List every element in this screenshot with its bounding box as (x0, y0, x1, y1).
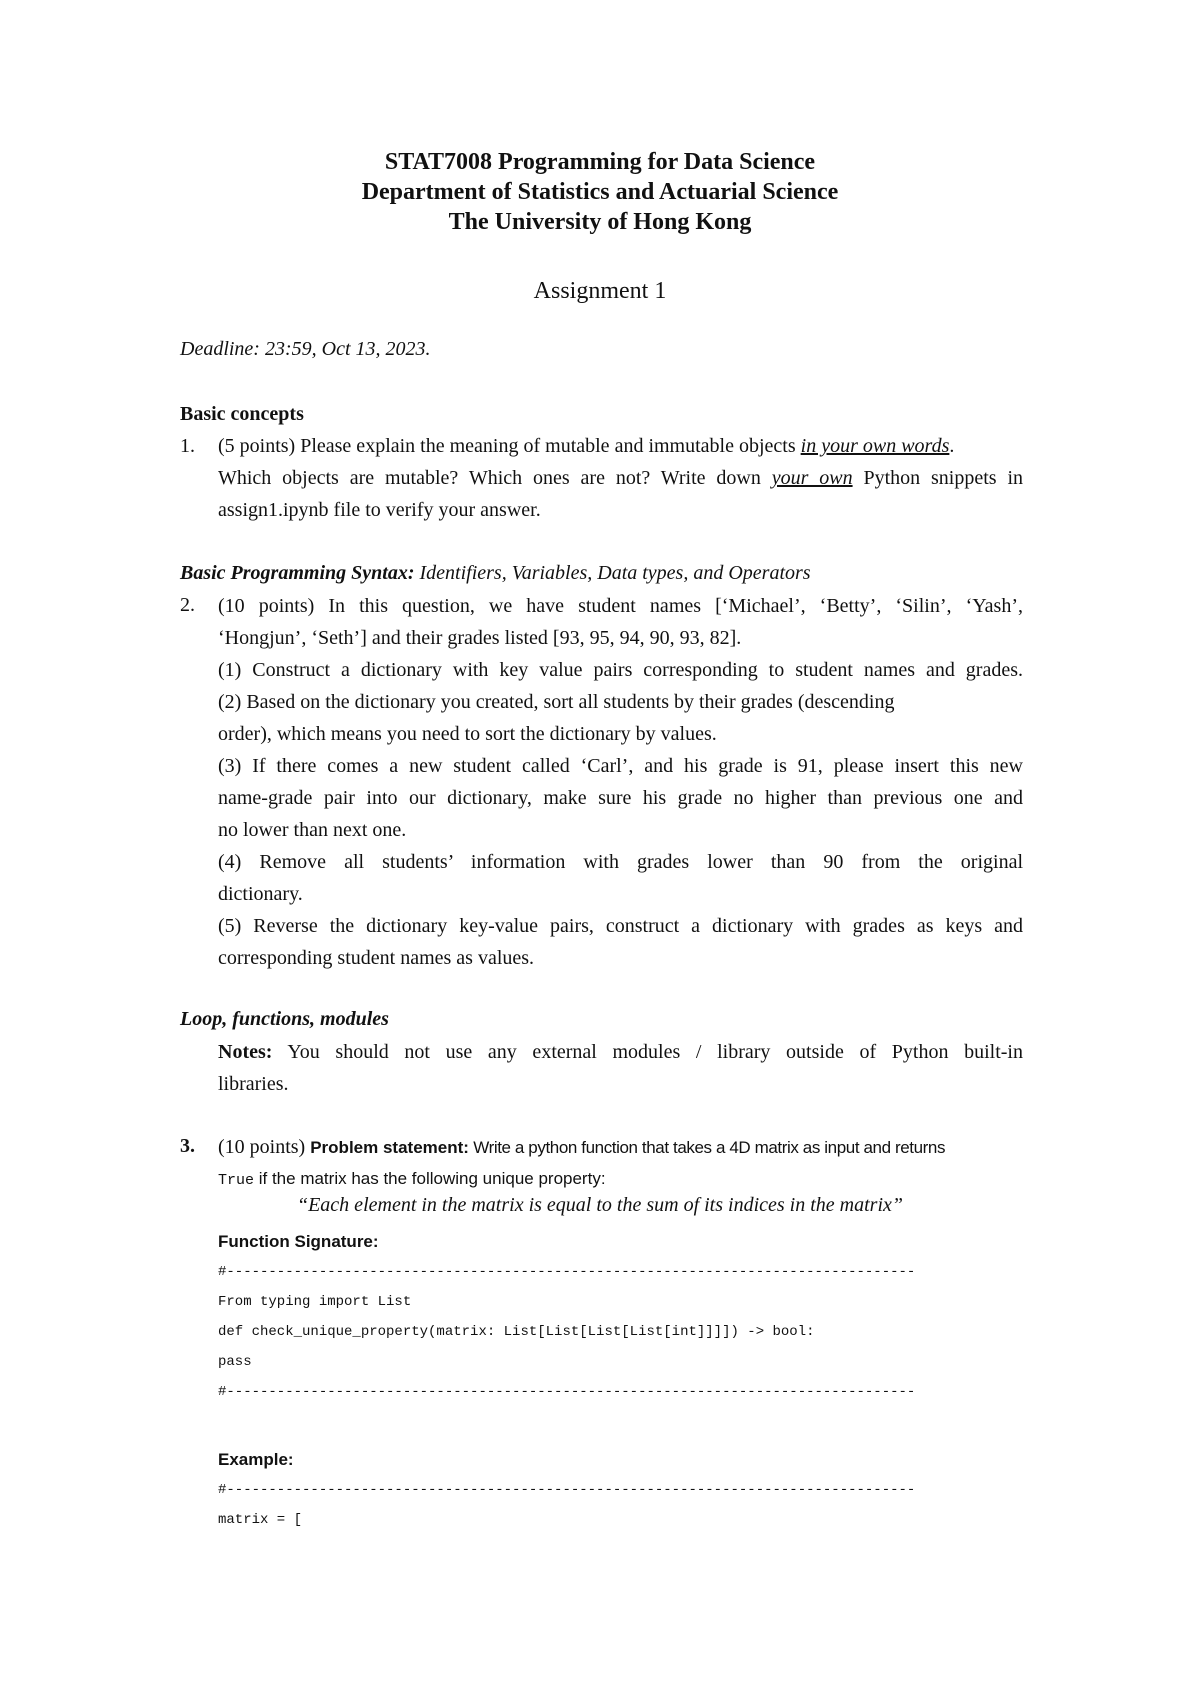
question-2-line: (3) If there comes a new student called ‘Carl’, and his grade is 91, please insert this new (218, 755, 1023, 777)
function-signature-label: Function Signature: (218, 1232, 379, 1251)
inline-code: True (218, 1172, 255, 1189)
deadline: Deadline: 23:59, Oct 13, 2023. (180, 338, 431, 360)
course-title: STAT7008 Programming for Data Science (384, 149, 816, 175)
section-heading-basic-concepts: Basic concepts (180, 403, 304, 425)
problem-statement-text: Write a python function that takes a 4D matrix as input and returns (468, 1138, 946, 1157)
question-number: 1. (180, 435, 195, 457)
question-2-line: (10 points) In this question, we have student names [‘Michael’, ‘Betty’, ‘Silin’, ‘Yash’, (218, 595, 1023, 617)
code-line: def check_unique_property(matrix: List[List[List[List[int]]]]) -> bool: (218, 1324, 815, 1340)
section-heading-bold: Basic Programming Syntax: (180, 562, 415, 584)
question-number: 2. (180, 594, 195, 616)
department-name: Department of Statistics and Actuarial Science (361, 179, 839, 205)
section-heading-basic-syntax (180, 562, 811, 585)
unique-property-quote: “Each element in the matrix is equal to the sum of its indices in the matrix” (296, 1194, 904, 1216)
question-2-line: corresponding student names as values. (218, 947, 535, 969)
notes-line-1 (218, 1036, 1023, 1068)
code-line: pass (218, 1354, 252, 1370)
code-divider: #---------------------------------------------------------------------------------- (218, 1384, 916, 1400)
assignment-title: Assignment 1 (533, 278, 667, 304)
notes-line-2: libraries. (218, 1073, 289, 1095)
question-number: 3. (180, 1135, 195, 1157)
emphasis-text: your own (771, 467, 853, 489)
question-3-line-2 (218, 1162, 1023, 1197)
question-1-text: Which objects are mutable? Which ones are not? Write down (218, 467, 772, 489)
section-heading-loops: Loop, functions, modules (180, 1008, 389, 1030)
code-line: matrix = [ (218, 1512, 303, 1528)
question-1-line-2 (218, 462, 1023, 494)
question-2-line: ‘Hongjun’, ‘Seth’] and their grades listed [93, 95, 94, 90, 93, 82]. (218, 627, 742, 649)
notes-label: Notes: (218, 1041, 273, 1063)
question-2-line: order), which means you need to sort the dictionary by values. (218, 723, 717, 745)
code-line: From typing import List (218, 1294, 412, 1310)
problem-statement-label: Problem statement: (310, 1138, 469, 1157)
points-text: (10 points) (218, 1136, 311, 1158)
question-1-line-1 (218, 430, 1023, 462)
question-2-line: (1) Construct a dictionary with key value pairs corresponding to student names and grades. (218, 659, 1023, 681)
question-2-line: no lower than next one. (218, 819, 407, 841)
question-2-line: name-grade pair into our dictionary, make sure his grade no higher than previous one and (218, 787, 1023, 809)
emphasis-text: in your own words (800, 435, 950, 457)
section-heading-rest: Identifiers, Variables, Data types, and Operators (414, 562, 811, 584)
question-1-text: (5 points) Please explain the meaning of mutable and immutable objects (218, 435, 801, 457)
question-2-line: (4) Remove all students’ information with grades lower than 90 from the original (218, 851, 1023, 873)
example-label: Example: (218, 1450, 294, 1469)
question-2-line: (5) Reverse the dictionary key-value pairs, construct a dictionary with grades as keys and (218, 915, 1023, 937)
notes-text: You should not use any external modules / library outside of Python built-in (272, 1041, 1023, 1063)
question-1-line-3: assign1.ipynb file to verify your answer. (218, 499, 541, 521)
code-divider: #---------------------------------------------------------------------------------- (218, 1264, 916, 1280)
university-name: The University of Hong Kong (448, 209, 752, 235)
question-2-line: dictionary. (218, 883, 303, 905)
question-2-line: (2) Based on the dictionary you created, sort all students by their grades (descending (218, 691, 895, 713)
question-3-text: if the matrix has the following unique property: (254, 1169, 606, 1188)
question-1-text: . (949, 435, 955, 457)
question-1-text: Python snippets in (852, 467, 1023, 489)
question-3-line-1 (218, 1131, 1023, 1164)
code-divider: #---------------------------------------------------------------------------------- (218, 1482, 916, 1498)
